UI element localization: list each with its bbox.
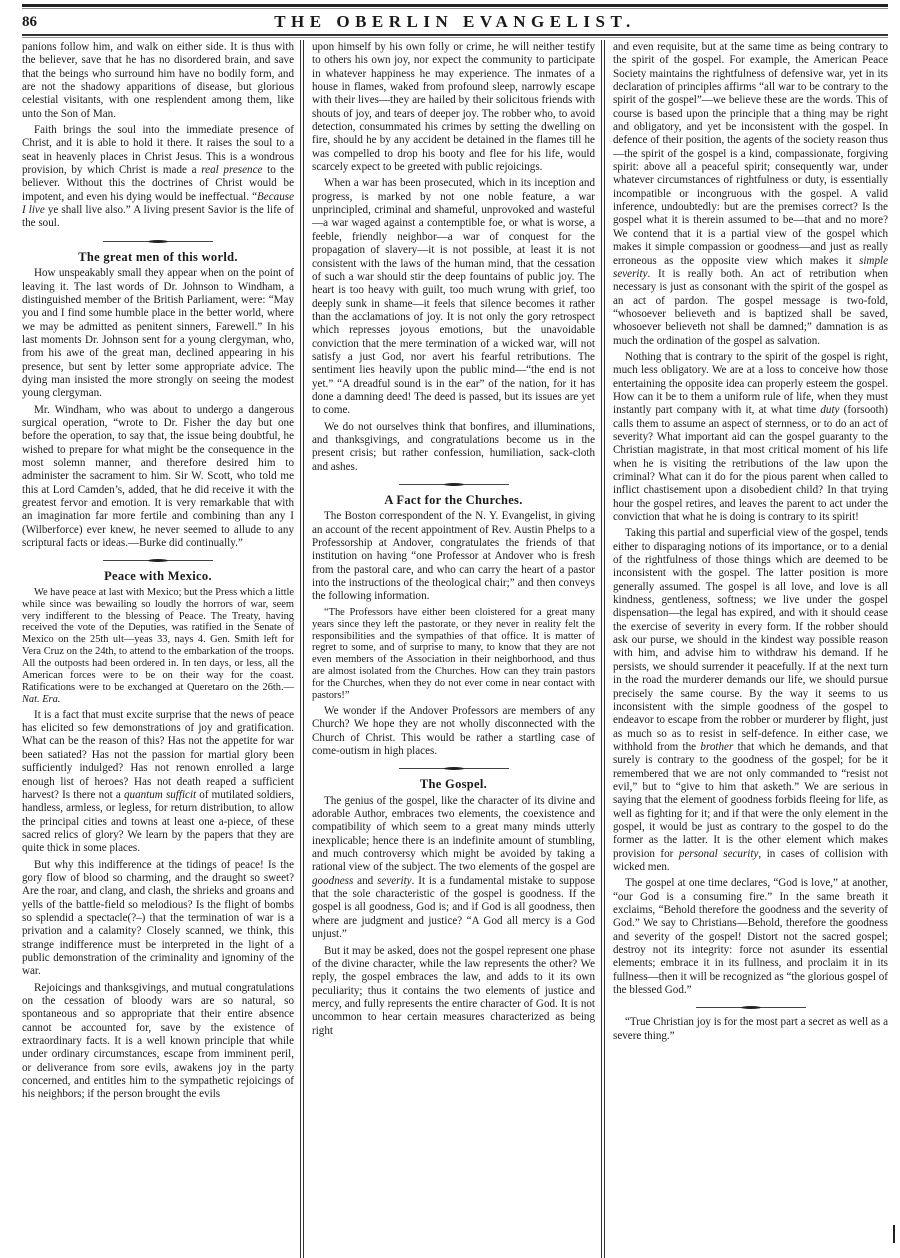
paragraph: The gospel at one time declares, “God is love,” at another, “our God is a consuming fire.” In the same breath it exclaims, “Behold therefore the goodness and the severity of God.” We say to Christians—Behold, therefore the goodness and severity of the gospel! Distort not the sacred gospel; destroy not its integrity: force not asunder its essential elements; embrace it in its fullness, and proclaim it in its fullness—then it will be recognized as “the glorious gospel of the blessed God.” — [613, 877, 888, 997]
paragraph: When a war has been prosecuted, which in its inception and progress, is marked by not one noble feature, a war unprincipled, criminal and shameful, unprovoked and wasteful—a war waged against a contemptible foe, or what is worse, a feeble, friendly neighbor—a war of conquest for the propagation of slavery—it is not possible, at least it is not consistent with the laws of the human mind, that the cessation of such a war should stir the deep fountains of public joy. The heart is too heavy with guilt, too much wrung with grief, too deeply sunk in shame—it feels that silence becomes it rather than the acclamations of joy. It is not only the gory retrospect which represses joyous emotions, but the unavoidable conviction that the mere termination of a wicked war, will not satisfy a just God, nor avert his fearful retributions. The sentiment lies heavily upon the public mind—“the end is not yet.” “A dreadful sound is in the ear” of the nation, for it has done a damning deed! The deed is passed, but its issues are yet to come. — [312, 177, 595, 417]
header-rule-thin — [22, 37, 888, 38]
column-1 — [22, 41, 294, 1105]
paragraph: The Boston correspondent of the N. Y. Evangelist, in giving an account of the recent appointment of Rev. Austin Phelps to a Professorship at Andover, congratulates the friends of that institution on having “one Professor at Andover who is fresh from the pastoral care, and who can carry the heart of a pastor into the instructions of the theological chair;” and then conveys the following information. — [312, 510, 595, 603]
page-header — [22, 10, 888, 34]
paragraph: upon himself by his own folly or crime, he will neither testify to others his own joy, nor expect the community to participate in whatever happiness he may experience. The inmates of a house in flames, waked from profound sleep, narrowly escape with their lives—they are hailed by their solicitous friends with shouts of joy, and tears of deeper joy. The robber who, to avoid detection, consummated his crimes by setting the dwelling on fire, should he by any accident be detained in the flames till he was compelled to drop his booty and flee for his life, would scarcely expect to be greeted with public rejoicings. — [312, 41, 595, 174]
paragraph: We wonder if the Andover Professors are members of any Church? We hope they are not wholly disconnected with the Church of Christ. This would be rather a startling case of come-outism in high places. — [312, 705, 595, 758]
header-rule — [22, 34, 888, 36]
article-heading: The Gospel. — [419, 777, 488, 792]
article-heading: Peace with Mexico. — [104, 569, 212, 584]
paragraph: Nothing that is contrary to the spirit of the gospel is right, much less obligatory. We are at a loss to conceive how those entertaining the opposite idea can properly esteem the gospel. How can it be to them a uniform rule of life, when they must instantly part company with it, at what time duty (forsooth) calls them to assume an aspect of sternness, or to do an act of severity? What important aid can the gospel guaranty to the Christian magistrate, in that most critical moment of his life when he is visiting the retributions of the law upon the criminal? What can it do for the pious parent when called to inflict chastisement upon a disobedient child? In that trying hour the gospel retires, and leaves the parent to act under the conviction that what he is doing is contrary to its spirit! — [613, 350, 888, 524]
top-rule-thin — [22, 8, 888, 9]
masthead-title: THE OBERLIN EVANGELIST. — [274, 12, 636, 31]
paragraph: We have peace at last with Mexico; but the Press which a little while since was bewailing so loudly the horrors of war, seem very indifferent to the blessing of Peace. The Treaty, having received the vote of the Deputies, was ratified in the Senate of Mexico on the 25th ult—yeas 33, nays 4. Gen. Smith left for Vera Cruz on the 24th, to attend to the embarkation of the troops. All the outposts had been ordered in. In ten days, or less, all the American forces were to be on their way for the coast. Ratifications were to be exchanged at Queretaro on the 26th.—Nat. Era. — [22, 586, 295, 705]
top-rule — [22, 4, 888, 7]
section-separator — [103, 557, 213, 564]
paragraph: and even requisite, but at the same time as being contrary to the spirit of the gospel. For example, the American Peace Society maintains the rightfulness of defensive war, yet in its declaration of principles affirms “all war to be contrary to the spirit of the gospel”—we believe these are the words. This of course is based upon the principle that a thing may be right and obligatory, and yet be inconsistent with the gospel. In defence of their position, the agents of the society reason thus—the spirit of the gospel is a kind, compassionate, forgiving spirit: above all a peaceful spirit; consequently war, under whatever circumstances of rightfulness or duty, is essentially incompatible or incongruous with the gospel. A valid inference, undoubtedly: but are the premises correct? Is the gospel what it is therein assumed to be—that and no more? We contend that it is a partial view of the gospel which makes it simple compassion or goodness—and just as really erroneous as the opposite view which makes it simple severity. It is really both. An act of retribution when necessary is just as consonant with the spirit of the gospel as an act of pardon. The gospel message is two-fold, “whosoever believeth and is baptized shall be saved, whosoever believeth not shall be damned;” damnation is as much the ordination of the gospel as salvation. — [613, 41, 888, 347]
paragraph: How unspeakably small they appear when on the point of leaving it. The last words of Dr. Johnson to Windham, a distinguished member of the British Parliament, were: “May you and I find some humble place in the better world, where we may be admitted as penitent sinners, Farewell.” In his last moments Dr. Johnson sent for a young clergyman, who, from his awe of the great man, declined appearing in his presence, but sent by letter some appropriate advice. The dying man insisted the more strongly on seeing the modest young clergyman. — [22, 267, 294, 400]
article-heading: A Fact for the Churches. — [384, 493, 523, 507]
block-quote: “The Professors have either been cloistered for a great many years since they left the pastorate, or they never in reality felt the responsibilities and the sympathies of that office. It is matter of regret to some, and of surprise to many, to know that they are not even members of the Association in their neighborhood, and thus are almost isolated from the Churches. How can they train pastors for the Churches, when they do not ever come in near contact with pastors!” — [312, 606, 595, 702]
margin-mark — [893, 1225, 895, 1243]
column-divider — [604, 40, 605, 1258]
paragraph: We do not ourselves think that bonfires, and illuminations, and thanksgivings, and congratulations become us in the present crisis; but rather confession, humiliation, sack-cloth and ashes. — [312, 420, 595, 473]
closing-quote: “True Christian joy is for the most part a secret as well as a severe thing.” — [613, 1016, 888, 1042]
paragraph: Taking this partial and superficial view of the gospel, tends either to disparaging notions of its importance, or to a denial of the rightfulness of those things which are deemed to be inconsistent with the gospel. The latter position is more generally assumed. The gospel is all love, and love is all kindness, gentleness, softness; we live under the gospel dispensation—the legal has expired, and with it should cease the exercise of severity in every form. If the robber should ask our purse, we should in the kindest way possible reason with him, and advise him to withdraw his demand. If he persists, we should surrender it peacefully. If at the next turn in the road the murderer demands our life, we should pursue precisely the same course. By the way it seems to us inconsistent with the simple goodness of the gospel to endeavor to escape from the robber or murderer by flight, just as much so as to resist in self-defence. In either case, we withhold from the brother that which he demands, and that surely is contrary to the goodness of the gospel; for be it remembered that we are not only commanded to “resist not evil,” but to “give to him that asketh.” We are serious in saying that the element of goodness forbids fleeing for life, as well as fighting for it; and if that were the only element in the gospel, it would be just as contrary to the gospel to do the former as the latter. It is the other element which makes provision for personal security, in cases of collision with wicked men. — [613, 527, 888, 873]
section-separator — [399, 765, 509, 772]
column-divider — [303, 40, 304, 1258]
section-separator — [696, 1004, 806, 1011]
column-3 — [613, 41, 888, 1046]
paragraph: Mr. Windham, who was about to undergo a dangerous surgical operation, “wrote to Dr. Fisher the day but one before the operation, to say that, the issue being doubtful, he wished to prepare for what might be the consequence in the most solemn manner, and therefore desired him to administer the sacrament to him. Sir W. Scott, who told me this at Lord Camden’s, added, that he did receive it with the greatest fervor and emotion. It is very remarkable that with an imagination far more fertile and combining than any I (Wilberforce) ever knew, he never seemed to allude to any scriptural facts or ideas.—Burke did continually.” — [22, 403, 294, 550]
section-separator — [399, 481, 509, 488]
paragraph: It is a fact that must excite surprise that the news of peace has elicited so few demonstrations of joy and gratification. What can be the reason of this? Has not the appetite for war been satiated? Has not the passion for martial glory been sufficiently indulged? Has not renown enrolled a large enough list of heroes? Has not death reaped a sufficient harvest? Is there not a quantum sufficit of mutilated soldiers, handless, armless, or legless, for return distribution, to allow the principal cities and towns at least one a-piece, of these sacred relics of glory? We learn by the papers that they are quite thick in some places. — [22, 708, 294, 855]
paragraph: But why this indifference at the tidings of peace! Is the gory flow of blood so charming, and the draught so sweet? Are the roar, and clang, and clash, the shrieks and groans and yells of the battle-field so melodious? Is the flight of bombs so splendid a spectacle(?–) that the termination of war is a privation and a calamity? Closely scanned, we think, this strange indifference must be interpreted in the light of a public demonstration of the criminality and ignominy of the war. — [22, 858, 294, 978]
column-2 — [312, 41, 595, 1041]
column-divider — [601, 40, 602, 1258]
column-divider — [300, 40, 301, 1258]
section-separator — [103, 238, 213, 245]
paragraph: Rejoicings and thanksgivings, and mutual congratulations on the cessation of bloody wars are so natural, so spontaneous and so appropriate that their entire absence cannot be accounted for, save by the existence of extraordinary facts. It is a well known principle that while under ordinary circumstances, escape from imminent peril, or deliverance from sore evils, awakens joy in the party concerned, and entitles him to the sympathetic rejoicings of his neighbors; if the person brought the evils — [22, 981, 294, 1101]
paragraph: panions follow him, and walk on either side. It is thus with the believer, save that he has no disordered brain, and save that the beings who surround him have no bodily form, and are not the shadowy apparitions of disease, but glorious celestial visitants, with one resplendent among them, like unto the Son of Man. — [22, 41, 294, 120]
article-heading: The great men of this world. — [78, 249, 238, 264]
paragraph: The genius of the gospel, like the character of its divine and adorable Author, embraces two elements, the coexistence and compatibility of which seem to a great many minds utterly inexplicable; hence there is an indefinite amount of stumbling, and much controversy which might be avoided by taking a rational view of the subject. The two elements of the gospel are goodness and severity. It is a fundamental mistake to suppose that the sole characteristic of the gospel is goodness. If the gospel is all goodness, God is; and if God is all goodness, then where are judgment and justice? “A God all mercy is a God unjust.” — [312, 794, 595, 941]
paragraph: But it may be asked, does not the gospel represent one phase of the divine character, while the law represents the other? We reply, the gospel embraces the law, and adds to it its own peculiarity; thus it contains the two elements of justice and mercy, and fully represents the entire character of God. It is not uncommon to hear certain measures characterized as being right — [312, 944, 595, 1037]
page-number: 86 — [22, 14, 37, 30]
paragraph: Faith brings the soul into the immediate presence of Christ, and it is able to hold it there. It raises the soul to a seat in heavenly places in Christ Jesus. This is a wondrous provision, by which Christ is made a real presence to the believer. Without this the doctrines of Christ would be impotent, and even his dying would be ineffectual. “Because I live ye shall live also.” A living present Savior is the life of the soul. — [22, 124, 295, 230]
